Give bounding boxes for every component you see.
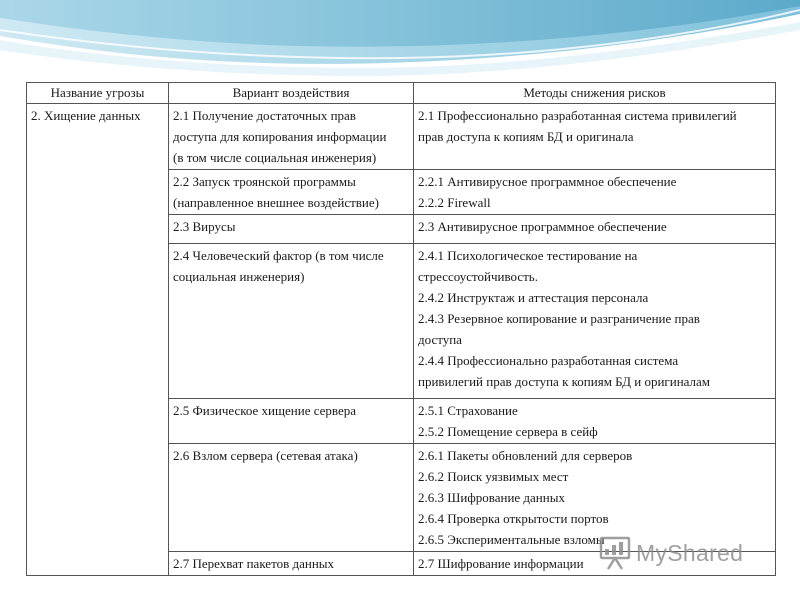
- variant-cell: [169, 215, 414, 244]
- header-wave-decoration: [0, 0, 800, 82]
- method-line: 2.4.3 Резервное копирование и разграничение прав: [418, 311, 700, 326]
- method-line: 2.6.3 Шифрование данных: [418, 490, 565, 505]
- variant-line: 2.7 Перехват пакетов данных: [173, 556, 335, 571]
- method-line: 2.5.2 Помещение сервера в сейф: [418, 424, 598, 439]
- presentation-board-icon: [598, 535, 632, 571]
- variant-line: 2.5 Физическое хищение сервера: [173, 403, 357, 418]
- variant-line: 2.3 Вирусы: [173, 219, 236, 234]
- method-line: доступа: [418, 332, 462, 347]
- method-line: 2.4.1 Психологическое тестирование на: [418, 248, 638, 263]
- variant-line: социальная инженерия): [173, 269, 305, 284]
- variant-cell: [169, 444, 414, 552]
- methods-cell: [414, 104, 776, 170]
- variant-cell: [169, 104, 414, 170]
- methods-cell: [414, 399, 776, 444]
- method-line: 2.2.1 Антивирусное программное обеспечение: [418, 174, 677, 189]
- method-line: 2.6.4 Проверка открытости портов: [418, 511, 609, 526]
- threat-table-container: [26, 82, 775, 576]
- variant-line: (в том числе социальная инженерия): [173, 150, 377, 165]
- header-methods: Методы снижения рисков: [414, 83, 776, 104]
- method-line: 2.7 Шифрование информации: [418, 556, 584, 571]
- variant-cell: [169, 399, 414, 444]
- table-header-row: [27, 83, 776, 104]
- variant-line: доступа для копирования информации: [173, 129, 387, 144]
- methods-cell: [414, 170, 776, 215]
- variant-cell: [169, 552, 414, 576]
- variant-line: 2.1 Получение достаточных прав: [173, 108, 356, 123]
- variant-line: 2.4 Человеческий фактор (в том числе: [173, 248, 384, 263]
- watermark-text: MyShared: [636, 539, 744, 566]
- method-line: стрессоустойчивость.: [418, 269, 538, 284]
- header-variant: Вариант воздействия: [169, 83, 414, 104]
- method-line: 2.2.2 Firewall: [418, 195, 491, 210]
- method-line: привилегий прав доступа к копиям БД и оригиналам: [418, 374, 711, 389]
- method-line: 2.4.4 Профессионально разработанная система: [418, 353, 679, 368]
- method-line: 2.6.5 Экспериментальные взломы: [418, 532, 605, 547]
- method-line: 2.4.2 Инструктаж и аттестация персонала: [418, 290, 649, 305]
- variant-cell: [169, 244, 414, 399]
- table-row: [27, 104, 776, 170]
- methods-cell: [414, 244, 776, 399]
- method-line: 2.5.1 Страхование: [418, 403, 518, 418]
- methods-cell: [414, 215, 776, 244]
- variant-cell: [169, 170, 414, 215]
- threat-name-cell: 2. Хищение данных: [27, 104, 169, 576]
- method-line: 2.1 Профессионально разработанная система привилегий: [418, 108, 737, 123]
- method-line: 2.6.2 Поиск уязвимых мест: [418, 469, 569, 484]
- myshared-watermark: [598, 533, 743, 573]
- variant-line: (направленное внешнее воздействие): [173, 195, 379, 210]
- variant-line: 2.2 Запуск троянской программы: [173, 174, 356, 189]
- header-threat: Название угрозы: [27, 83, 169, 104]
- variant-line: 2.6 Взлом сервера (сетевая атака): [173, 448, 358, 463]
- method-line: прав доступа к копиям БД и оригинала: [418, 129, 634, 144]
- threat-table: [26, 82, 776, 576]
- method-line: 2.6.1 Пакеты обновлений для серверов: [418, 448, 633, 463]
- method-line: 2.3 Антивирусное программное обеспечение: [418, 219, 667, 234]
